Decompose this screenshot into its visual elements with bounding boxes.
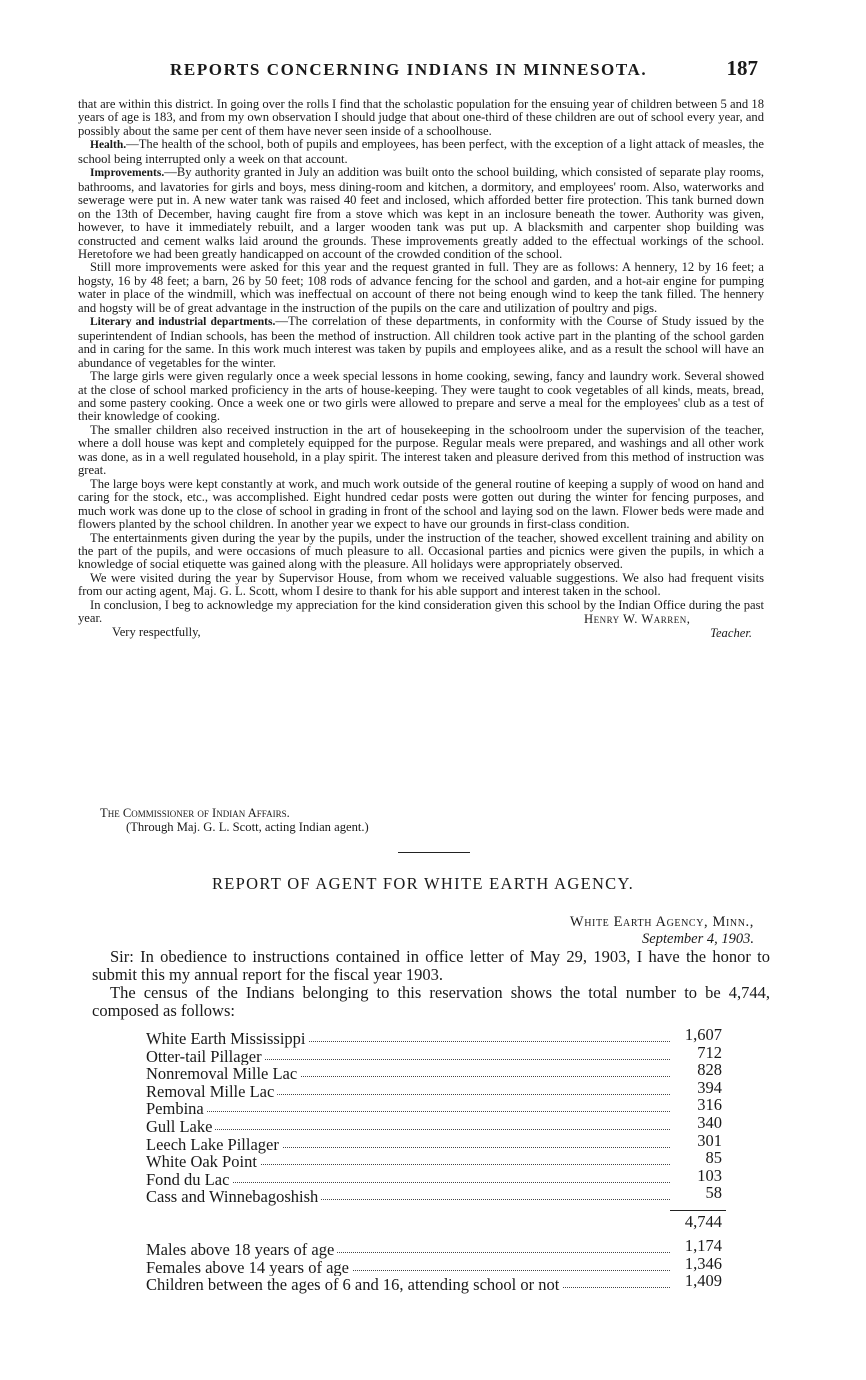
census-row-value: 1,607 bbox=[684, 1025, 722, 1044]
addressee-line: The Commissioner of Indian Affairs. bbox=[100, 806, 290, 820]
total-value: 4,744 bbox=[684, 1211, 722, 1231]
census-row bbox=[146, 1095, 726, 1119]
teacher-letter bbox=[78, 98, 764, 652]
census-row bbox=[146, 1148, 726, 1172]
dateline-place: White Earth Agency, Minn., bbox=[569, 914, 754, 930]
census-row-label: Females above 14 years of age bbox=[146, 1259, 352, 1277]
census-row bbox=[146, 1060, 726, 1084]
census-row bbox=[146, 1235, 726, 1259]
census-row-label: Pembina bbox=[146, 1100, 207, 1118]
signer-name: Henry W. Warren, bbox=[584, 611, 691, 626]
census-row bbox=[146, 1183, 726, 1207]
census-row-label: White Oak Point bbox=[146, 1153, 260, 1171]
literary-paragraph bbox=[78, 315, 764, 370]
census-row bbox=[146, 1025, 726, 1048]
census-row-value: 1,346 bbox=[684, 1253, 722, 1273]
census-row-value: 316 bbox=[697, 1095, 722, 1115]
report-intro bbox=[92, 948, 770, 1020]
census-row bbox=[146, 1042, 726, 1066]
health-text: —The health of the school, both of pupils and employees, has been perfect, with the exception of a light attack of measles, the school being interrupted only a week on that account. bbox=[78, 137, 764, 166]
census-row-label: Cass and Winnebagoshish bbox=[146, 1188, 321, 1206]
report-paragraph: Sir: In obedience to instructions contained in office letter of May 29, 1903, I have the honor to submit this my annual report for the fiscal year 1903. bbox=[92, 947, 770, 984]
improvements-paragraph bbox=[78, 166, 764, 261]
improvements-text: —By authority granted in July an addition was built onto the school building, which consisted of separate play rooms, bathrooms, and lavatories for girls and boys, mess dining-room and kitchen, a dormitory, and employees' room. Also, waterworks and sewerage were put in. A new water tank was raised 40 feet and inclosed, which afforded better fire protection. This tank burned down on the 13th of December, having caught fire from a stove which was kept in an inclosure beneath the tower. Authority was given, however, to have it immediately rebuilt, and a larger wooden tank was put up. A blacksmith and carpenter shop building was constructed and cement walks laid around the grounds. These improvements greatly added to the effectual workings of the school. Heretofore we had been greatly handicapped on account of the crowded condition of the school. bbox=[78, 165, 764, 261]
census-row-label: Children between the ages of 6 and 16, attending school or not bbox=[146, 1276, 562, 1294]
census-row-label: Males above 18 years of age bbox=[146, 1241, 337, 1259]
running-head bbox=[78, 56, 768, 84]
group-rows bbox=[146, 1235, 726, 1295]
census-row-label: Nonremoval Mille Lac bbox=[146, 1065, 300, 1083]
census-row-value: 85 bbox=[705, 1148, 722, 1168]
report-paragraph: The census of the Indians belonging to this reservation shows the total number to be 4,744, composed as follows: bbox=[92, 983, 770, 1020]
census-row-value: 301 bbox=[697, 1130, 722, 1150]
section-divider bbox=[398, 852, 470, 853]
census-row-value: 712 bbox=[697, 1042, 722, 1062]
letter-paragraph: that are within this district. In going over the rolls I find that the scholastic population for the ensuing year of children between 5 and 18 years of age is 183, and from my own observation I should judge that about one-third of these children are out of school every year, and possibly about the same per cent of them have never seen inside of a schoolhouse. bbox=[78, 97, 764, 138]
literary-text: —The correlation of these departments, in conformity with the Course of Study issued by the superintendent of Indian schools, has been the method of instruction. All children took active part in the planting of the school garden and in caring for the same. In this work much interest was taken by pupils and employees alike, and as a result the school will have an abundance of vegetables for the winter. bbox=[78, 314, 764, 370]
census-row-value: 394 bbox=[697, 1077, 722, 1097]
letter-paragraph: The large girls were given regularly once a week special lessons in home cooking, sewing, fancy and laundry work. Several showed at the close of school marked proficiency in the arts of house-keeping. They were taught to cook vegetables of all kinds, meats, bread, and some pastery cooking. Once a week one or two girls were allowed to prepare and serve a meal for the employees' club as a test of their knowledge of cooking. bbox=[78, 369, 764, 424]
page-number: 187 bbox=[726, 56, 758, 80]
letter-paragraph: The large boys were kept constantly at work, and much work outside of the general routine of keeping a supply of wood on hand and caring for the stock, etc., was accomplished. Eight hundred cedar posts were gotten out during the winter for fencing purposes, and much work was done up to the close of school in grading in front of the school and laying sod on the lawn. Flower beds were made and flowers planted by the school children. In another year we expect to have our grounds in first-class condition. bbox=[78, 476, 764, 532]
census-row-label: Removal Mille Lac bbox=[146, 1083, 277, 1101]
signer-title: Teacher. bbox=[710, 625, 752, 640]
census-row-label: White Earth Mississippi bbox=[146, 1030, 309, 1048]
census-row-label: Fond du Lac bbox=[146, 1171, 232, 1189]
running-title: REPORTS CONCERNING INDIANS IN MINNESOTA. bbox=[170, 60, 648, 79]
letter-paragraph: The smaller children also received instruction in the art of housekeeping in the schoolroom under the supervision of the teacher, where a doll house was kept and completely equipped for the purpose. Regular meals were prepared, and washings and all other work was done, as in a well regulated household, in a play spirit. The interest taken and pleasure derived from this method of instruction was great. bbox=[78, 422, 764, 478]
census-row bbox=[146, 1271, 726, 1295]
census-row bbox=[146, 1112, 726, 1136]
letter-paragraph: Still more improvements were asked for this year and the request granted in full. They are as follows: A hennery, 12 by 16 feet; a hogsty, 16 by 48 feet; a barn, 26 by 50 feet; 108 rods of advance fencing for the school and garden, and a hot-air engine for pumping water in place of the windmill, which was ineffectual on account of there not being enough wind to keep the tank filled. The hennery and hogsty will be of great advantage in the instruction of the pupils on the care and utilization of poultry and pigs. bbox=[78, 260, 764, 315]
improvements-heading: Improvements. bbox=[90, 167, 165, 180]
census-row-value: 340 bbox=[697, 1112, 722, 1132]
dot-leader bbox=[150, 1111, 670, 1112]
dateline bbox=[570, 914, 754, 948]
census-row-value: 1,409 bbox=[684, 1271, 722, 1291]
census-row-value: 1,174 bbox=[684, 1235, 722, 1255]
census-row-value: 103 bbox=[697, 1165, 722, 1185]
letter-paragraph: In conclusion, I beg to acknowledge my appreciation for the kind consideration given this school by the Indian Office during the past year. bbox=[78, 597, 764, 626]
addressee-block bbox=[100, 807, 369, 834]
band-rows bbox=[146, 1025, 726, 1207]
census-row bbox=[146, 1130, 726, 1154]
census-row-label: Leech Lake Pillager bbox=[146, 1136, 282, 1154]
letter-paragraph: We were visited during the year by Supervisor House, from whom we received valuable suggestions. We also had frequent visits from our acting agent, Maj. G. L. Scott, whom I desire to thank for his able support and interest taken in the school. bbox=[78, 570, 764, 599]
census-table bbox=[146, 1025, 726, 1295]
census-row-label: Otter-tail Pillager bbox=[146, 1048, 265, 1066]
dateline-date: September 4, 1903. bbox=[642, 931, 754, 947]
dot-leader bbox=[150, 1129, 670, 1130]
report-title: REPORT OF AGENT FOR WHITE EARTH AGENCY. bbox=[212, 874, 634, 893]
health-paragraph bbox=[78, 138, 764, 166]
addressee-line: (Through Maj. G. L. Scott, acting Indian agent.) bbox=[126, 819, 369, 834]
census-row-label: Gull Lake bbox=[146, 1118, 215, 1136]
census-row bbox=[146, 1165, 726, 1189]
census-row bbox=[146, 1077, 726, 1101]
closing: Very respectfully, bbox=[112, 624, 201, 639]
census-row bbox=[146, 1253, 726, 1277]
letter-paragraph: The entertainments given during the year by the pupils, under the instruction of the teacher, showed excellent training and ability on the part of the pupils, and were occasions of much pleasure to all. Occasional parties and picnics were given the pupils, in which a knowledge of social etiquette was gained along with the pleasure. All holidays were appropriately observed. bbox=[78, 530, 764, 572]
health-heading: Health. bbox=[90, 139, 127, 152]
census-row-value: 58 bbox=[705, 1183, 722, 1203]
total-row bbox=[146, 1211, 726, 1241]
census-row-value: 828 bbox=[697, 1060, 722, 1080]
literary-heading: Literary and industrial departments. bbox=[90, 316, 276, 329]
